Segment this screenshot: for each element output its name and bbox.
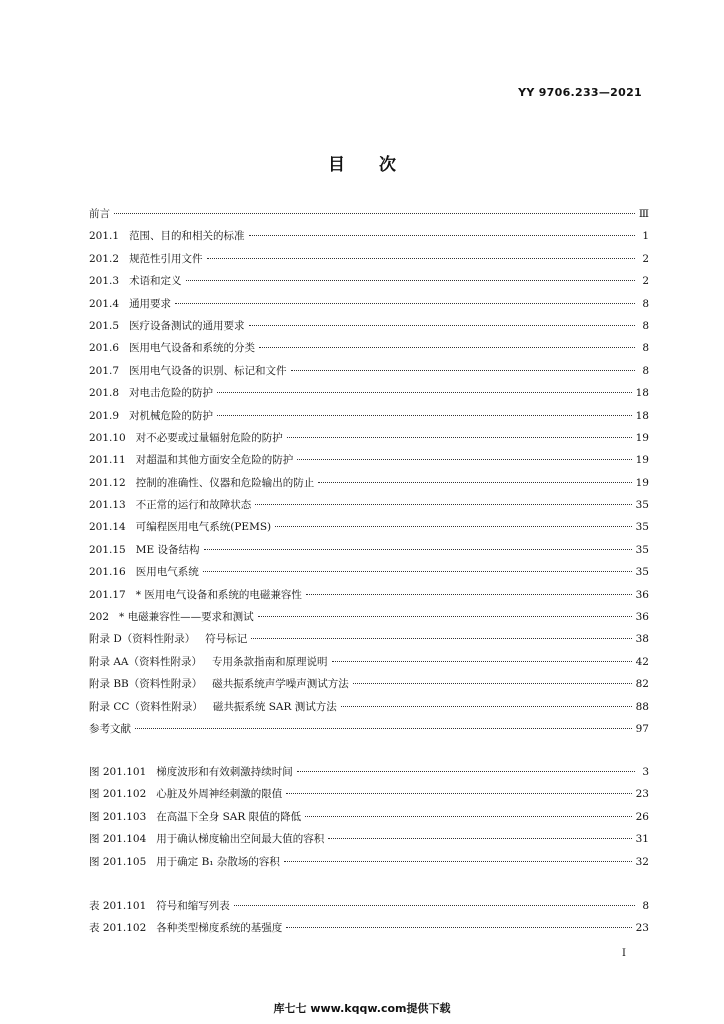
toc-entry-title: 符号标记 [205,633,248,646]
toc-leader-dots [328,838,631,839]
toc-entry-title: 用于确认梯度输出空间最大值的容积 [156,833,325,846]
toc-leader-dots [249,235,635,236]
toc-leader-dots [306,594,632,595]
toc-entry-title: * 电磁兼容性——要求和测试 [119,611,254,624]
toc-entry[interactable] [89,251,649,273]
toc-entry-title: 不正常的运行和故障状态 [135,499,252,512]
toc-entry-title: 通用要求 [129,297,172,310]
toc-entry-title: ME 设备结构 [135,543,200,556]
toc-entry-title: 专用条款指南和原理说明 [212,655,328,668]
toc-entry-title: 梯度波形和有效刺激持续时间 [156,766,293,778]
toc-entry-number: 图 201.101 [89,766,147,778]
toc-leader-dots [251,638,631,639]
toc-leader-dots [249,325,635,326]
toc-entry-number: 附录 CC（资料性附录） [89,700,203,713]
toc-entry[interactable] [89,228,649,250]
toc-entry[interactable] [89,654,649,676]
toc-entry-number: 图 201.102 [89,788,147,801]
toc-entry-page: 23 [635,922,649,935]
toc-entry-number: 201.12 [89,476,126,489]
toc-entry-page: 8 [642,297,649,310]
toc-leader-dots [353,683,632,684]
toc-leader-dots [186,280,635,281]
toc-leader-dots [217,415,632,416]
toc-entry[interactable] [89,497,649,519]
toc-entry-number: 201.10 [89,431,126,444]
toc-leader-dots [234,905,635,906]
toc-entry-number: 201.2 [89,252,120,265]
toc-entry-page: 32 [635,855,649,868]
toc-entry[interactable] [89,786,649,808]
toc-entry-title: 术语和定义 [129,275,182,288]
toc-entry-title: 规范性引用文件 [129,252,203,265]
toc-entry[interactable] [89,430,649,452]
toc-entry-title: * 医用电气设备和系统的电磁兼容性 [135,588,302,601]
toc-entry-page: 42 [635,655,649,668]
toc-entry-title: 对超温和其他方面安全危险的防护 [135,454,294,467]
toc-entry-title: 磁共振系统 SAR 测试方法 [212,700,337,713]
toc-entry[interactable] [89,206,649,228]
toc-entry-page: Ⅲ [638,208,649,220]
toc-entry[interactable] [89,408,649,430]
footer-download-note: 库七七 www.kqqw.com提供下载 [273,1002,451,1015]
toc-entry-number: 201.6 [89,342,120,355]
toc-leader-dots [286,793,631,794]
toc-entry-page: 82 [635,678,649,691]
toc-entry-page: 18 [635,387,649,400]
toc-entry-page: 35 [635,521,649,534]
toc-entry-number: 201.4 [89,297,120,310]
toc-leader-dots [217,392,632,393]
toc-entry-number: 201.13 [89,499,126,512]
toc-entry-title: 磁共振系统声学噪声测试方法 [212,678,349,691]
standard-code: YY 9706.233—2021 [518,86,642,99]
toc-leader-dots [341,706,632,707]
toc-entry-page: 26 [635,810,649,823]
toc-tables-list [89,898,649,943]
toc-entry[interactable] [89,609,649,631]
toc-entry-page: 2 [642,252,649,265]
toc-entry-number: 201.16 [89,566,126,579]
toc-entry[interactable] [89,831,649,853]
toc-entry-page: 35 [635,499,649,512]
toc-entry-number: 图 201.105 [89,855,147,868]
toc-entry-title: 用于确定 B₁ 杂散场的容积 [156,855,280,868]
toc-entry-number: 201.1 [89,230,120,243]
toc-entry-number: 201.7 [89,364,120,377]
toc-entry-page: 3 [642,766,649,778]
toc-leader-dots [258,616,632,617]
toc-entry-page: 36 [635,588,649,601]
toc-entry-title: 医用电气设备和系统的分类 [129,342,256,355]
toc-entry-number: 201.15 [89,543,126,556]
toc-entry[interactable] [89,318,649,340]
toc-entry-page: 38 [635,633,649,646]
toc-entry[interactable] [89,340,649,362]
toc-entry-page: 1 [642,230,649,243]
toc-leader-dots [297,459,631,460]
toc-entry[interactable] [89,721,649,743]
toc-entry-number: 201.8 [89,387,120,400]
toc-entry[interactable] [89,920,649,942]
toc-entry-title: 控制的准确性、仪器和危险输出的防止 [135,476,315,489]
toc-leader-dots [135,728,632,729]
toc-entry-page: 8 [642,364,649,377]
toc-entry-page: 8 [642,319,649,332]
toc-leader-dots [332,661,632,662]
toc-entry[interactable] [89,363,649,385]
toc-entry[interactable] [89,296,649,318]
toc-entry-number: 附录 AA（资料性附录） [89,655,203,668]
toc-entry[interactable] [89,452,649,474]
toc-entry-page: 18 [635,409,649,422]
toc-entry-number: 201.3 [89,275,120,288]
toc-leader-dots [203,571,632,572]
toc-leader-dots [286,927,631,928]
toc-entry-page: 23 [635,788,649,801]
toc-leader-dots [287,437,632,438]
toc-entry-number: 附录 BB（资料性附录） [89,678,203,691]
toc-entry-title: 医疗设备测试的通用要求 [129,319,245,332]
toc-entry-title: 在高温下全身 SAR 限值的降低 [156,810,302,823]
toc-entry[interactable] [89,631,649,653]
toc-entry-title: 心脏及外周神经刺激的限值 [156,788,283,801]
toc-entry-page: 19 [635,476,649,489]
toc-entry-number: 201.5 [89,319,120,332]
toc-entry-number: 表 201.101 [89,900,147,912]
toc-entry-page: 31 [635,833,649,846]
toc-entry-title: 医用电气设备的识别、标记和文件 [129,364,287,377]
toc-leader-dots [204,549,632,550]
toc-entry-title: 对电击危险的防护 [129,387,214,400]
toc-entry-page: 19 [635,454,649,467]
toc-entry-number: 202 [89,611,110,624]
toc-leader-dots [291,370,635,371]
toc-entry-page: 2 [642,275,649,288]
page-number: Ⅰ [622,948,626,959]
toc-entry[interactable] [89,273,649,295]
toc-leader-dots [318,482,631,483]
toc-entry-page: 8 [642,342,649,355]
toc-entry-page: 35 [635,543,649,556]
toc-leader-dots [259,347,635,348]
toc-entry[interactable] [89,542,649,564]
page-title: 目次 [328,155,430,175]
toc-leader-dots [255,504,631,505]
toc-entry-page: 35 [635,566,649,579]
toc-entry[interactable] [89,475,649,497]
toc-main-list [89,206,649,743]
toc-entry-title: 医用电气系统 [135,566,199,579]
toc-entry-title: 参考文献 [89,722,131,735]
toc-entry-number: 表 201.102 [89,922,147,935]
toc-leader-dots [284,861,632,862]
toc-entry-number: 201.11 [89,454,126,467]
toc-entry-title: 可编程医用电气系统(PEMS) [135,521,272,534]
toc-entry-page: 19 [635,431,649,444]
toc-entry[interactable] [89,764,649,786]
toc-entry-number: 附录 D（资料性附录） [89,633,196,646]
toc-entry[interactable] [89,898,649,920]
toc-entry[interactable] [89,519,649,541]
toc-entry-page: 36 [635,611,649,624]
toc-figures-list [89,764,649,876]
toc-entry-number: 201.9 [89,409,120,422]
toc-entry-page: 97 [635,722,649,735]
toc-leader-dots [114,213,635,214]
toc-entry[interactable] [89,854,649,876]
toc-entry-number: 201.14 [89,521,126,534]
toc-entry[interactable] [89,809,649,831]
toc-leader-dots [207,258,635,259]
toc-entry-number: 图 201.103 [89,810,147,823]
toc-entry-number: 201.17 [89,588,126,601]
toc-entry[interactable] [89,385,649,407]
toc-entry-title: 前言 [89,208,110,220]
toc-entry[interactable] [89,587,649,609]
toc-entry-page: 8 [642,900,649,912]
toc-entry[interactable] [89,676,649,698]
toc-entry-number: 图 201.104 [89,833,147,846]
toc-entry-page: 88 [635,700,649,713]
toc-leader-dots [297,771,635,772]
toc-entry[interactable] [89,564,649,586]
toc-entry-title: 范围、目的和相关的标准 [129,230,245,243]
toc-entry-title: 各种类型梯度系统的基强度 [156,922,283,935]
toc-leader-dots [175,303,635,304]
toc-entry-title: 对机械危险的防护 [129,409,214,422]
toc-entry-title: 符号和缩写列表 [156,900,230,912]
toc-entry[interactable] [89,699,649,721]
toc-leader-dots [275,526,632,527]
toc-entry-title: 对不必要或过量辐射危险的防护 [135,431,283,444]
toc-leader-dots [305,816,632,817]
